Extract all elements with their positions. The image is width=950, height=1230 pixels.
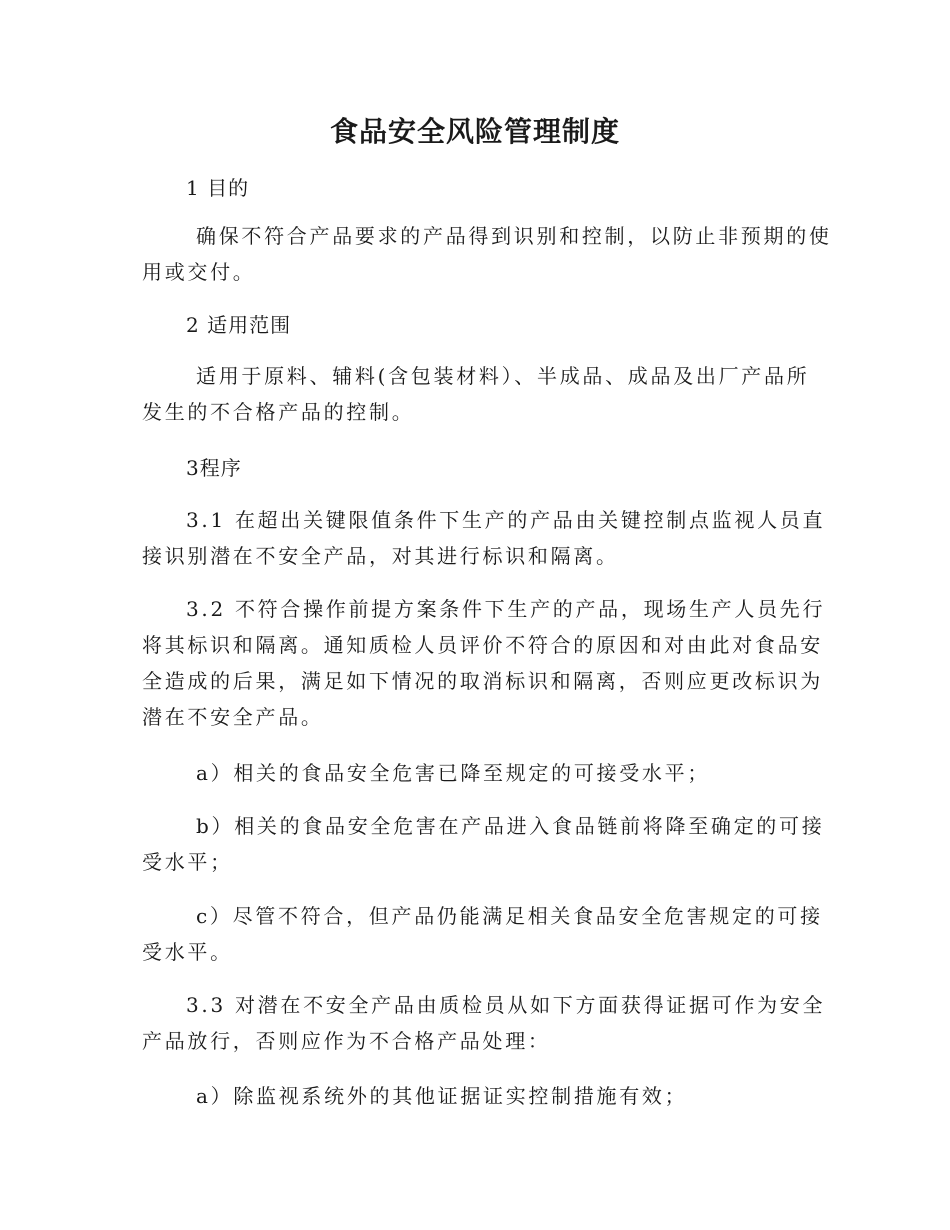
clause-3-2-line-4: 潜在不安全产品。 <box>142 705 324 729</box>
clause-3-2-line-1: 3.2 不符合操作前提方案条件下生产的产品，现场生产人员先行 <box>186 597 826 621</box>
clause-3-3-line-2: 产品放行，否则应作为不合格产品处理： <box>142 1029 551 1053</box>
purpose-paragraph <box>142 218 832 290</box>
clause-3-1-paragraph <box>142 502 826 574</box>
item-b-paragraph <box>142 808 825 880</box>
item-b-line-1: b）相关的食品安全危害在产品进入食品链前将降至确定的可接 <box>196 814 825 838</box>
item-c-line-2: 受水平。 <box>142 940 233 964</box>
heading-procedure-text: 3程序 <box>186 456 242 480</box>
heading-procedure <box>142 450 802 486</box>
clause-3-2-line-2: 将其标识和隔离。通知质检人员评价不符合的原因和对由此对食品安 <box>142 633 823 657</box>
clause-3-3-line-1: 3.3 对潜在不安全产品由质检员从如下方面获得证据可作为安全 <box>186 993 826 1017</box>
scope-line-2: 发生的不合格产品的控制。 <box>142 400 415 424</box>
clause-3-1-line-1: 3.1 在超出关键限值条件下生产的产品由关键控制点监视人员直 <box>186 508 826 532</box>
scope-line-1: 适用于原料、辅料(含包装材料）、半成品、成品及出厂产品所 <box>196 364 810 388</box>
heading-scope <box>142 307 802 343</box>
item-3-3-a-line-1: a）除监视系统外的其他证据证实控制措施有效； <box>196 1084 688 1108</box>
item-a-line-1: a）相关的食品安全危害已降至规定的可接受水平； <box>196 761 711 785</box>
item-c-paragraph <box>142 898 823 970</box>
heading-purpose <box>142 170 802 206</box>
heading-scope-text: 2 适用范围 <box>186 313 292 337</box>
clause-3-3-paragraph <box>142 987 826 1059</box>
clause-3-2-paragraph <box>142 591 826 735</box>
purpose-line-2: 用或交付。 <box>142 260 256 284</box>
item-3-3-a-paragraph <box>142 1078 802 1114</box>
clause-3-2-line-3: 全造成的后果，满足如下情况的取消标识和隔离，否则应更改标识为 <box>142 669 823 693</box>
item-a-paragraph <box>142 755 802 791</box>
scope-paragraph <box>142 358 810 430</box>
item-b-line-2: 受水平； <box>142 850 233 874</box>
item-c-line-1: c）尽管不符合，但产品仍能满足相关食品安全危害规定的可接 <box>196 904 823 928</box>
heading-purpose-text: 1 目的 <box>186 176 250 200</box>
clause-3-1-line-2: 接识别潜在不安全产品，对其进行标识和隔离。 <box>142 544 619 568</box>
purpose-line-1: 确保不符合产品要求的产品得到识别和控制，以防止非预期的使 <box>196 224 832 248</box>
document-title: 食品安全风险管理制度 <box>329 115 620 148</box>
